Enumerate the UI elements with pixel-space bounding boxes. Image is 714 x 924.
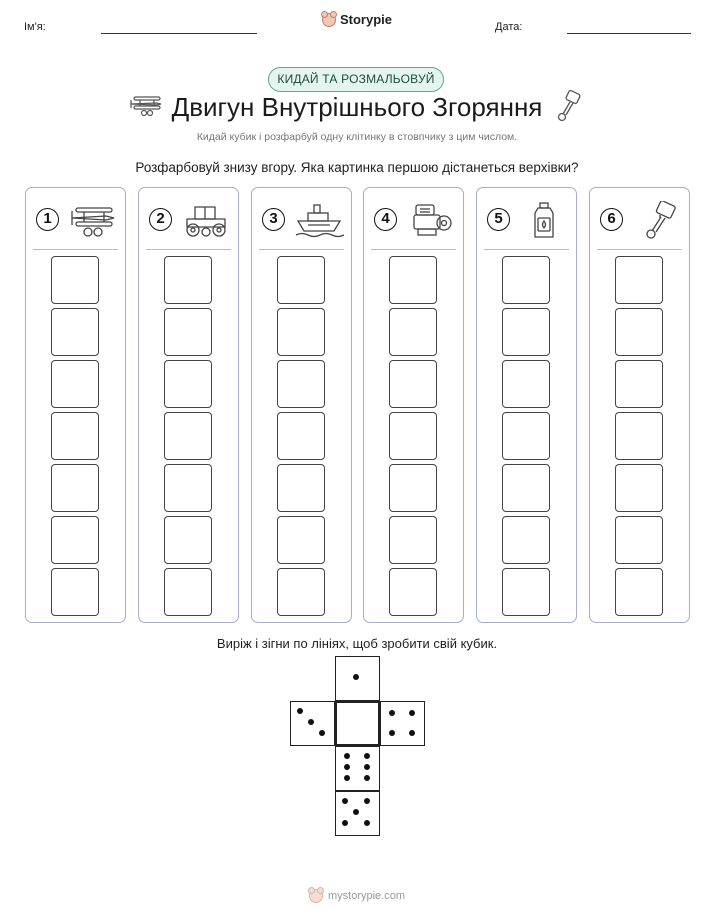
color-cell[interactable] — [615, 256, 663, 304]
color-cell[interactable] — [389, 360, 437, 408]
color-cell[interactable] — [277, 516, 325, 564]
die-pip — [389, 710, 395, 716]
activity-badge: КИДАЙ ТА РОЗМАЛЬОВУЙ — [268, 67, 444, 92]
bear-logo-icon — [309, 889, 323, 903]
oil-bottle-icon — [519, 201, 569, 239]
color-cell[interactable] — [277, 360, 325, 408]
die-pip — [364, 764, 370, 770]
die-pip — [409, 710, 415, 716]
color-cell[interactable] — [164, 256, 212, 304]
color-cell[interactable] — [277, 568, 325, 616]
die-pip — [342, 798, 348, 804]
die-pip — [297, 708, 303, 714]
column-2 — [138, 187, 239, 623]
color-cell[interactable] — [51, 360, 99, 408]
brand-logo — [0, 12, 714, 32]
die-pip — [364, 798, 370, 804]
instruction-text: Розфарбовуй знизу вгору. Яка картинка першою дістанеться верхівки? — [135, 160, 579, 175]
color-cell[interactable] — [502, 464, 550, 512]
piston-icon — [632, 201, 682, 239]
column-divider — [146, 249, 231, 250]
column-divider — [597, 249, 682, 250]
color-cell[interactable] — [615, 568, 663, 616]
color-cell[interactable] — [502, 360, 550, 408]
color-cell[interactable] — [615, 412, 663, 460]
die-pip — [344, 775, 350, 781]
die-face — [380, 701, 425, 746]
color-cell[interactable] — [615, 360, 663, 408]
color-cell[interactable] — [277, 308, 325, 356]
die-pip — [364, 753, 370, 759]
color-cell[interactable] — [502, 256, 550, 304]
column-number: 1 — [36, 208, 59, 231]
color-cell[interactable] — [277, 256, 325, 304]
name-label: Ім'я: — [24, 21, 46, 33]
color-cell[interactable] — [615, 308, 663, 356]
subtitle: Кидай кубик і розфарбуй одну клітинку в стовпчику з цим числом. — [196, 131, 518, 143]
color-cell[interactable] — [615, 516, 663, 564]
die-pip — [344, 753, 350, 759]
color-cell[interactable] — [502, 568, 550, 616]
color-cell[interactable] — [164, 516, 212, 564]
color-cell[interactable] — [164, 568, 212, 616]
color-cell[interactable] — [389, 256, 437, 304]
color-cell[interactable] — [164, 412, 212, 460]
name-field[interactable] — [101, 33, 257, 34]
color-cell[interactable] — [389, 568, 437, 616]
die-pip — [344, 764, 350, 770]
color-cell[interactable] — [389, 516, 437, 564]
page-title: Двигун Внутрішнього Згоряння — [171, 92, 543, 122]
column-number: 2 — [149, 208, 172, 231]
die-face — [335, 701, 380, 746]
color-cell[interactable] — [389, 412, 437, 460]
color-cell[interactable] — [277, 464, 325, 512]
column-divider — [484, 249, 569, 250]
column-number: 4 — [374, 208, 397, 231]
color-cell[interactable] — [51, 568, 99, 616]
color-cell[interactable] — [51, 256, 99, 304]
bear-logo-icon — [322, 13, 336, 27]
column-divider — [33, 249, 118, 250]
column-1 — [25, 187, 126, 623]
die-pip — [308, 719, 314, 725]
column-number: 6 — [600, 208, 623, 231]
footer — [0, 889, 714, 906]
column-number: 5 — [487, 208, 510, 231]
color-cell[interactable] — [502, 308, 550, 356]
biplane-icon — [68, 201, 118, 239]
footer-url[interactable]: mystorypie.com — [327, 890, 406, 902]
date-field[interactable] — [567, 33, 691, 34]
color-cell[interactable] — [615, 464, 663, 512]
color-cell[interactable] — [164, 360, 212, 408]
color-cell[interactable] — [164, 308, 212, 356]
die-face — [290, 701, 335, 746]
engine-icon — [406, 201, 456, 239]
die-face — [335, 746, 380, 791]
die-pip — [353, 674, 359, 680]
color-cell[interactable] — [51, 516, 99, 564]
die-pip — [319, 730, 325, 736]
die-pip — [364, 775, 370, 781]
column-divider — [259, 249, 344, 250]
column-4 — [363, 187, 464, 623]
die-pip — [353, 809, 359, 815]
vintage-car-icon — [181, 201, 231, 239]
column-3 — [251, 187, 352, 623]
date-label: Дата: — [495, 21, 523, 33]
piston-icon — [553, 90, 583, 122]
color-cell[interactable] — [277, 412, 325, 460]
column-number: 3 — [262, 208, 285, 231]
color-cell[interactable] — [51, 308, 99, 356]
color-cell[interactable] — [51, 412, 99, 460]
color-cell[interactable] — [502, 412, 550, 460]
color-cell[interactable] — [164, 464, 212, 512]
die-face — [335, 791, 380, 836]
column-6 — [589, 187, 690, 623]
brand-name: Storypie — [339, 12, 392, 27]
column-5 — [476, 187, 577, 623]
color-cell[interactable] — [502, 516, 550, 564]
color-cell[interactable] — [389, 308, 437, 356]
column-divider — [371, 249, 456, 250]
die-pip — [389, 730, 395, 736]
die-pip — [342, 820, 348, 826]
cut-instruction: Виріж і зігни по лініях, щоб зробити свій кубик. — [216, 636, 498, 651]
color-cell[interactable] — [389, 464, 437, 512]
color-cell[interactable] — [51, 464, 99, 512]
die-face — [335, 656, 380, 701]
die-pip — [364, 820, 370, 826]
steamship-icon — [294, 201, 344, 239]
die-pip — [409, 730, 415, 736]
